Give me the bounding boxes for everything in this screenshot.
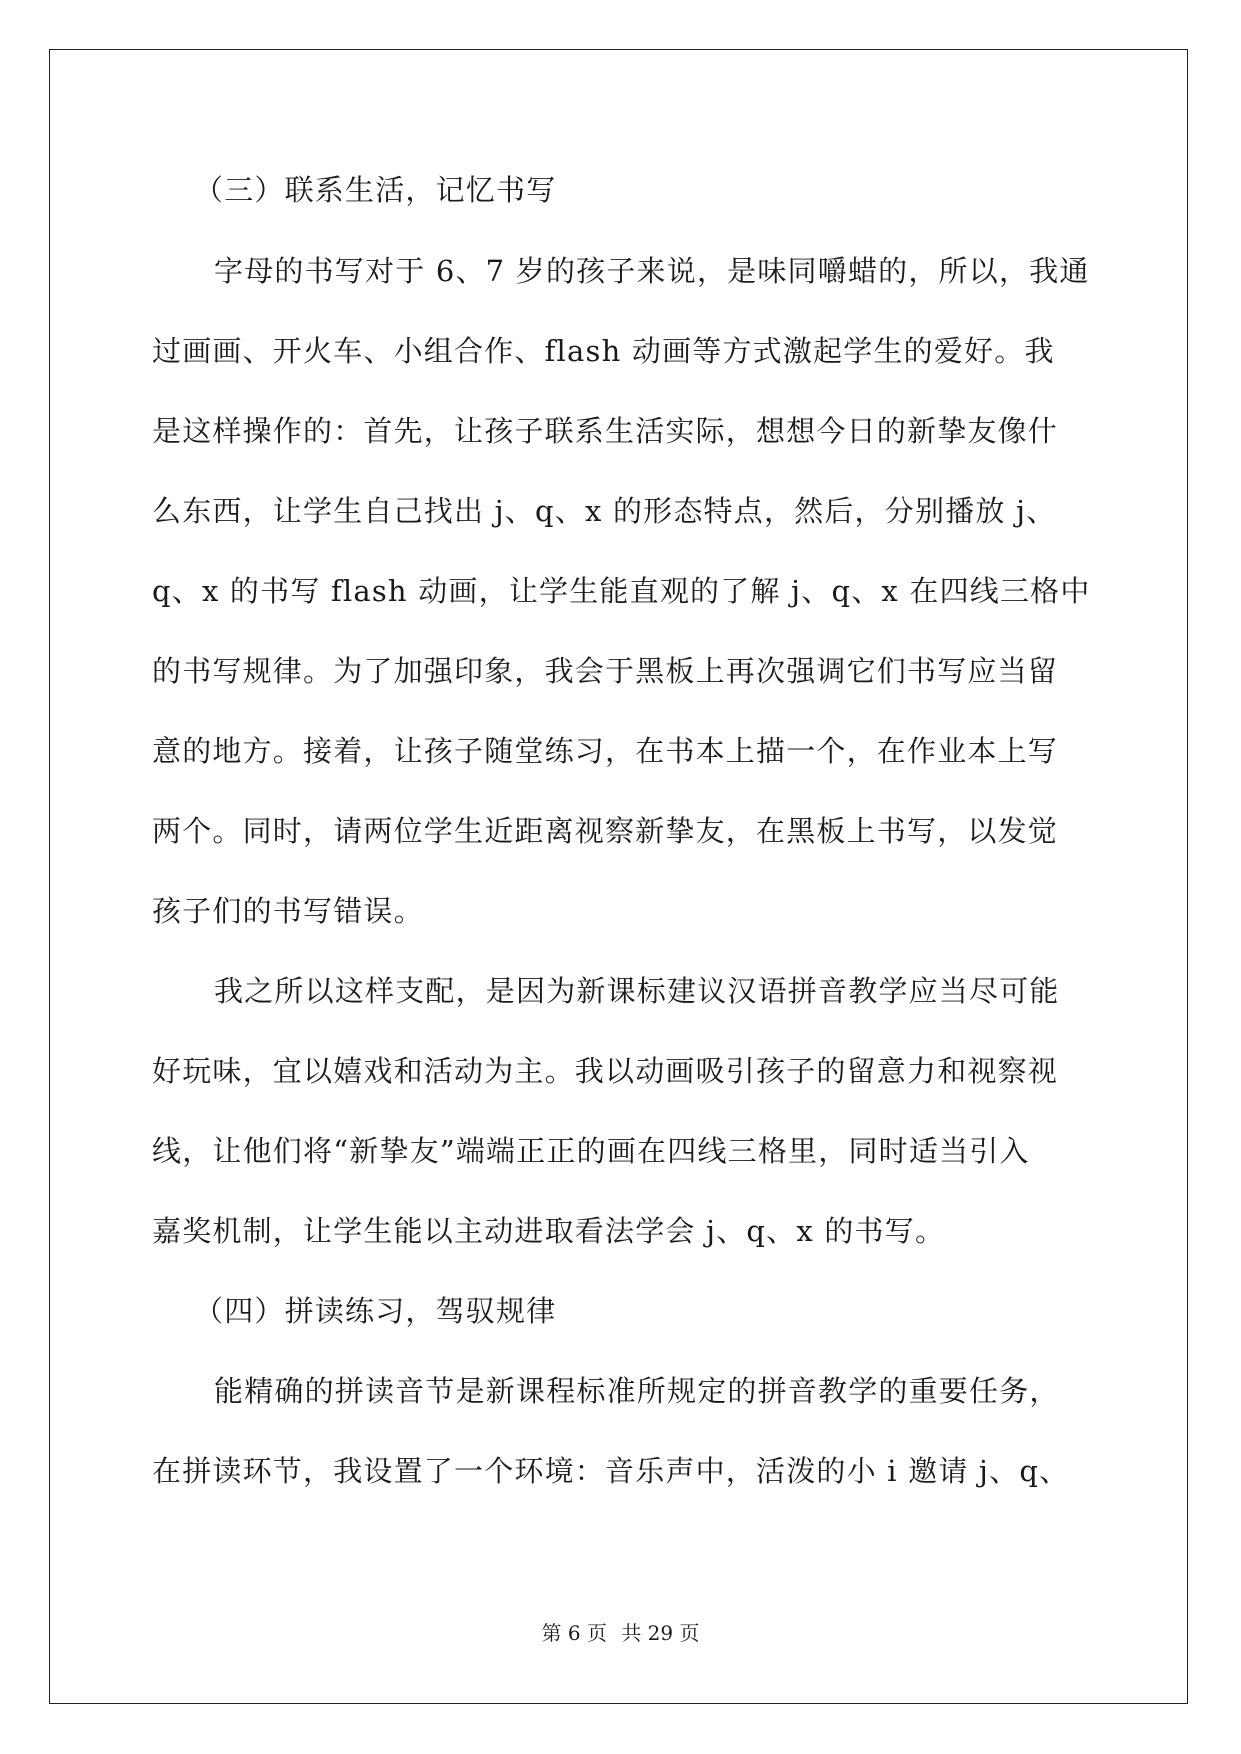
page-number: 第 6 页 — [541, 1621, 607, 1645]
paragraph-line: 孩子们的书写错误。 — [152, 894, 424, 928]
paragraph-line: 字母的书写对于 6、7 岁的孩子来说，是味同嚼蜡的，所以，我通 — [214, 254, 1090, 288]
paragraph-line: 的书写规律。为了加强印象，我会于黑板上再次强调它们书写应当留 — [152, 654, 1059, 688]
paragraph-line: 过画画、开火车、小组合作、flash 动画等方式激起学生的爱好。我 — [152, 334, 1055, 368]
page-total: 共 29 页 — [621, 1621, 700, 1645]
section-heading-3: （三）联系生活，记忆书写 — [194, 173, 557, 207]
paragraph-line: 嘉奖机制，让学生能以主动进取看法学会 j、q、x 的书写。 — [152, 1214, 946, 1248]
paragraph-line: 是这样操作的：首先，让孩子联系生活实际，想想今日的新挚友像什 — [152, 414, 1059, 448]
paragraph-line: 我之所以这样支配，是因为新课标建议汉语拼音教学应当尽可能 — [214, 974, 1060, 1008]
section-heading-4: （四）拼读练习，驾驭规律 — [194, 1294, 557, 1328]
paragraph-line: 线，让他们将“新挚友”端端正正的画在四线三格里，同时适当引入 — [152, 1134, 1030, 1168]
page-footer — [0, 1620, 1241, 1646]
paragraph-line: 两个。同时，请两位学生近距离视察新挚友，在黑板上书写，以发觉 — [152, 814, 1059, 848]
paragraph-line: q、x 的书写 flash 动画，让学生能直观的了解 j、q、x 在四线三格中 — [152, 574, 1091, 608]
paragraph-line: 好玩味，宜以嬉戏和活动为主。我以动画吸引孩子的留意力和视察视 — [152, 1054, 1059, 1088]
paragraph-line: 意的地方。接着，让孩子随堂练习，在书本上描一个，在作业本上写 — [152, 734, 1059, 768]
paragraph-line: 在拼读环节，我设置了一个环境：音乐声中，活泼的小 i 邀请 j、q、 — [152, 1454, 1070, 1488]
paragraph-line: 么东西，让学生自己找出 j、q、x 的形态特点，然后，分别播放 j、 — [152, 494, 1057, 528]
paragraph-line: 能精确的拼读音节是新课程标准所规定的拼音教学的重要任务， — [214, 1374, 1060, 1408]
